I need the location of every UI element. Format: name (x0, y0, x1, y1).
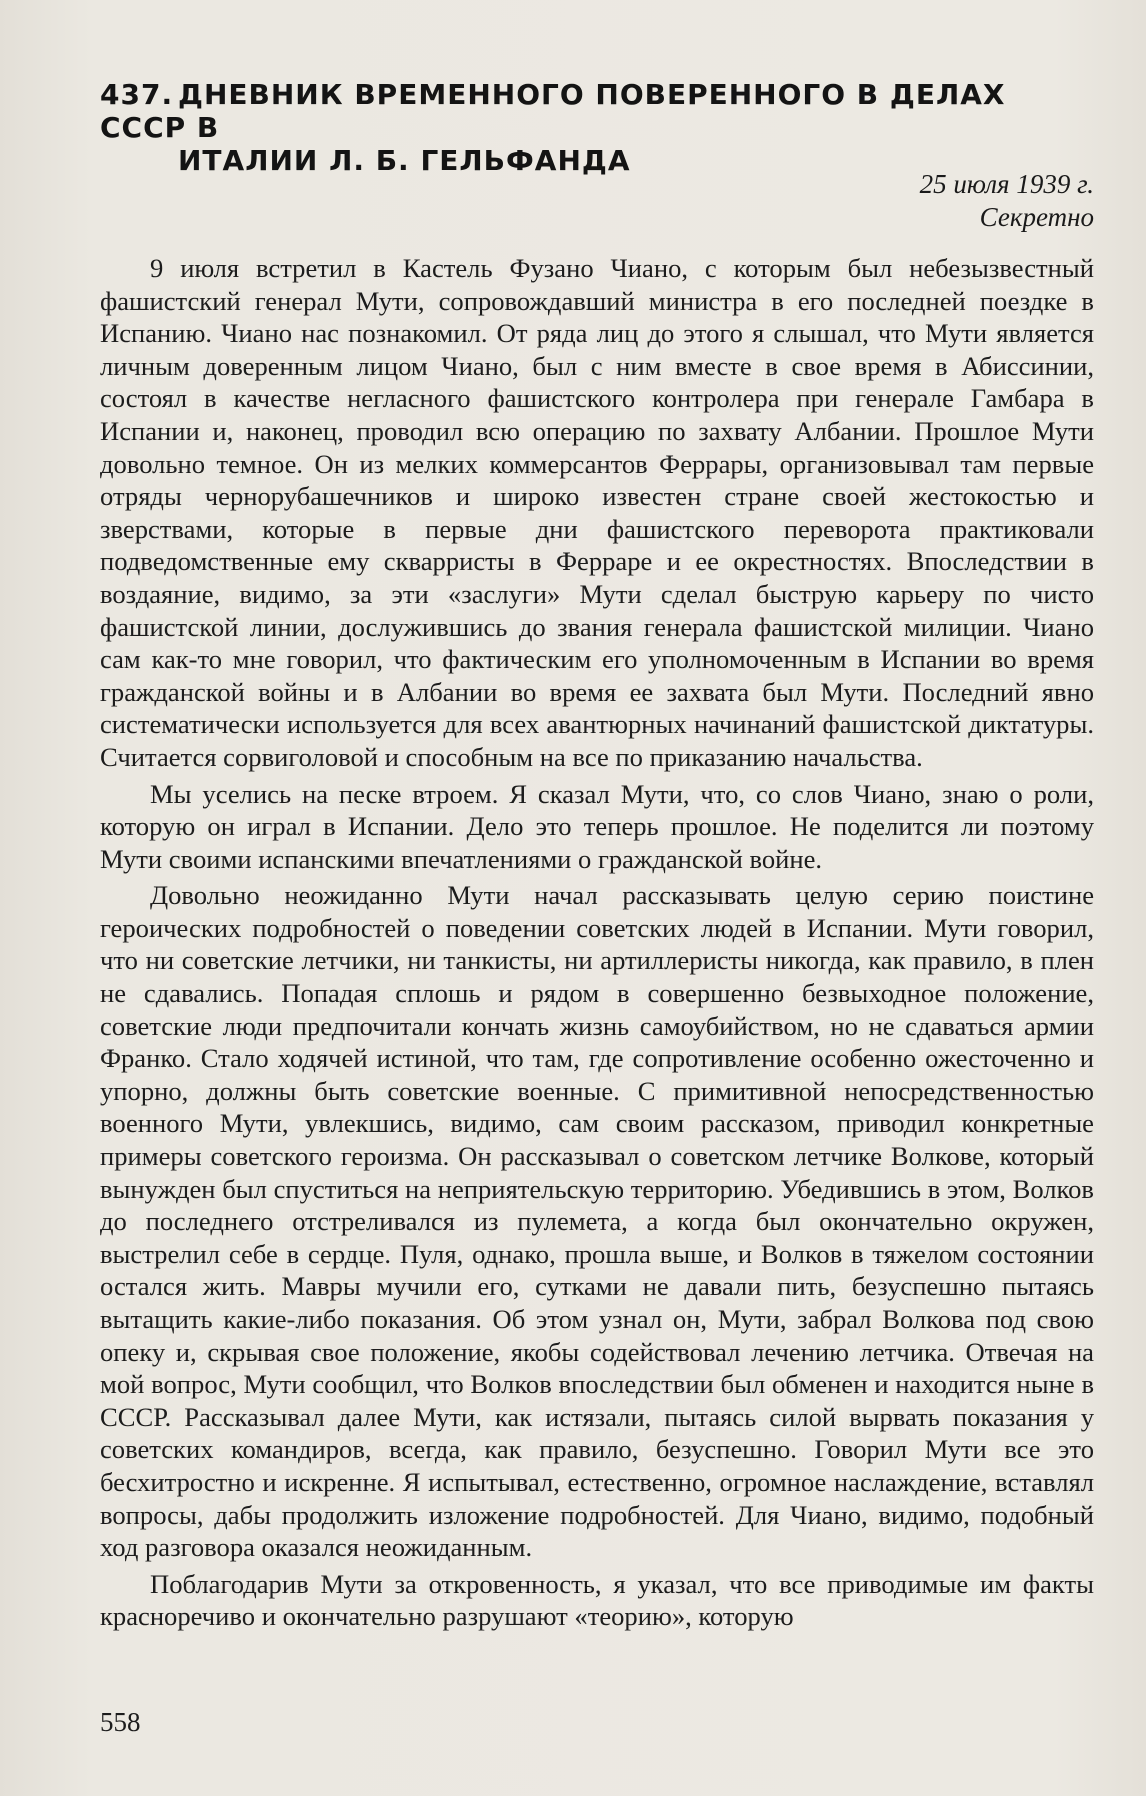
document-heading (100, 78, 1100, 177)
document-date: 25 июля 1939 г. (919, 169, 1094, 199)
page-number: 558 (100, 1707, 141, 1737)
paragraph: 9 июля встретил в Кастель Фузано Чиано, с которым был небезызвестный фашистский генерал Мути, сопровождавший министра в его последней поездке в Испанию. Чиано нас познакомил. От ряда лиц до этого я слышал, что Мути является личным доверенным лицом Чиано, был с ним вместе в свое время в Абиссинии, состоял в качестве негласного фашистского контролера при генерале Гамбара в Испании и, наконец, проводил всю операцию по захвату Албании. Прошлое Мути довольно темное. Он из мелких коммерсантов Феррары, организовывал там первые отряды чернорубашечников и широко известен стране своей жестокостью и зверствами, которые в первые дни фашистского переворота практиковали подведомственные ему скварристы в Ферраре и ее окрестностях. Впоследствии в воздаяние, видимо, за эти «заслуги» Мути сделал быструю карьеру по чисто фашистской линии, дослужившись до звания генерала фашистской милиции. Чиано сам как-то мне говорил, что фактическим его уполномоченным в Испании во время гражданской войны и в Албании во время ее захвата был Мути. Последний явно систематически используется для всех авантюрных начинаний фашистской диктатуры. Считается сорвиголовой и способным на все по приказанию начальства. (100, 253, 1094, 772)
classification-label: Секретно (979, 202, 1094, 232)
paragraph: Поблагодарив Мути за откровенность, я указал, что все приводимые им факты красноречиво и окончательно разрушают «теорию», которую (100, 1568, 1094, 1632)
title-line-1: ДНЕВНИК ВРЕМЕННОГО ПОВЕРЕННОГО В ДЕЛАХ СССР В (100, 78, 1006, 144)
paragraph: Довольно неожиданно Мути начал рассказывать целую серию поистине героических подробностей о поведении советских людей в Испании. Мути говорил, что ни советские летчики, ни танкисты, ни артиллеристы никогда, как правило, в плен не сдавались. Попадая сплошь и рядом в совершенно безвыходное положение, советские люди предпочитали кончать жизнь самоубийством, но не сдаваться армии Франко. Стало ходячей истиной, что там, где сопротивление особенно ожесточенно и упорно, должны быть советские военные. С примитивной непосредственностью военного Мути, увлекшись, видимо, сам своим рассказом, приводил конкретные примеры советского героизма. Он рассказывал о советском летчике Волкове, который вынужден был спуститься на неприятельскую территорию. Убедившись в этом, Волков до последнего отстреливался из пулемета, а когда был окончательно окружен, выстрелил себе в сердце. Пуля, однако, прошла выше, и Волков в тяжелом состоянии остался жить. Мавры мучили его, сутками не давали пить, безуспешно пытаясь вытащить какие-либо показания. Об этом узнал он, Мути, забрал Волкова под свою опеку и, скрывая свое положение, якобы содействовал лечению летчика. Отвечая на мой вопрос, Мути сообщил, что Волков впоследствии был обменен и находится ныне в СССР. Рассказывал далее Мути, как истязали, пытаясь силой вырвать показания у советских командиров, всегда, как правило, безуспешно. Говорил Мути все это бесхитростно и искренне. Я испытывал, естественно, огромное наслаждение, вставлял вопросы, дабы продолжить изложение подробностей. Для Чиано, видимо, подобный ход разговора оказался неожиданным. (100, 880, 1094, 1563)
title-line-2: ИТАЛИИ Л. Б. ГЕЛЬФАНДА (178, 144, 631, 177)
paragraph: Мы уселись на песке втроем. Я сказал Мути, что, со слов Чиано, знаю о роли, которую он играл в Испании. Дело это теперь прошлое. Не поделится ли поэтому Мути своими испанскими впечатлениями о гражданской войне. (100, 778, 1094, 874)
document-meta (920, 168, 1094, 234)
document-body (100, 252, 1094, 1637)
document-number: 437. (100, 78, 174, 111)
